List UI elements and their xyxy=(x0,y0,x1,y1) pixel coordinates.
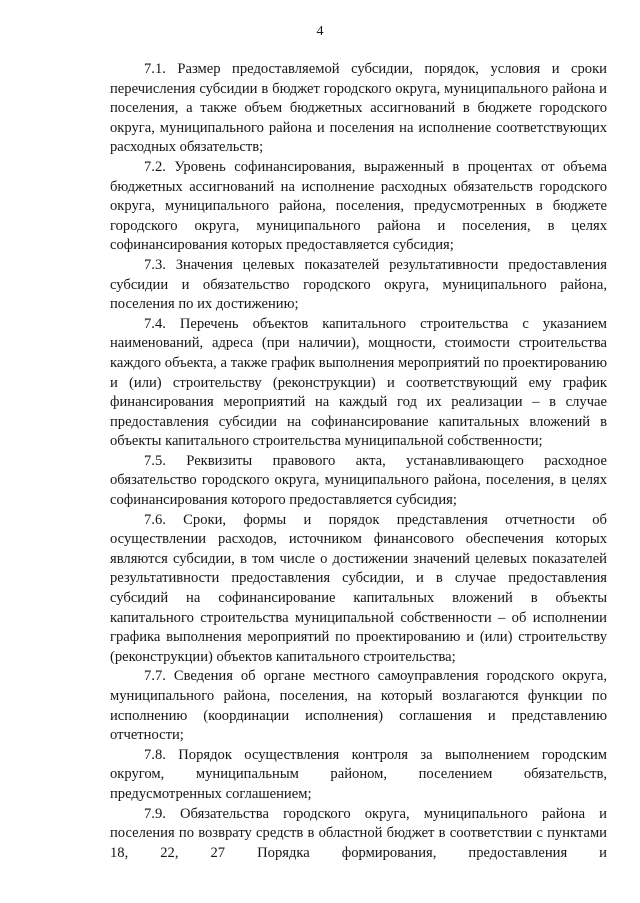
paragraph-7-9: 7.9. Обязательства городского округа, муниципального района и поселения по возврату средств в областной бюджет в соответствии с пунктами 18, 22, 27 Порядка формирования, предоставления и xyxy=(110,805,607,861)
page-number: 4 xyxy=(316,24,324,39)
document-body xyxy=(110,60,607,863)
paragraph-7-6: 7.6. Сроки, формы и порядок представления отчетности об осуществлении расходов, источником финансового обеспечения которых являются субсидии, в том числе о достижении значений целевых показателей результативности предоставления субсидии, и в случае предоставления субсидий на софинансирование капитальных вложений в объекты капитального строительства муниципальной собственности – об исполнении графика выполнения мероприятий по проектированию и (или) строительству (реконструкции) объектов капитального строительства; xyxy=(110,511,607,665)
paragraph-7-8: 7.8. Порядок осуществления контроля за выполнением городским округом, муниципальным районом, поселением обязательств, предусмотренных соглашением; xyxy=(110,746,607,802)
paragraph-7-7: 7.7. Сведения об органе местного самоуправления городского округа, муниципального района, поселения, на который возлагаются функции по исполнению (координации исполнения) соглашения и представлению отчетности; xyxy=(110,668,607,744)
paragraph-7-4: 7.4. Перечень объектов капитального строительства с указанием наименований, адреса (при наличии), мощности, стоимости строительства каждого объекта, а также график выполнения мероприятий по проектированию и (или) строительству (реконструкции) и соответствующий ему график финансирования мероприятий на каждый год их реализации – в случае предоставления субсидии на софинансирование капитальных вложений в объекты капитального строительства муниципальной собственности; xyxy=(110,315,607,450)
paragraph-7-5: 7.5. Реквизиты правового акта, устанавливающего расходное обязательство городского округа, муниципального района, поселения, в целях софинансирования которого предоставляется субсидия; xyxy=(110,452,607,509)
paragraph-7-1: 7.1. Размер предоставляемой субсидии, порядок, условия и сроки перечисления субсидии в бюджет городского округа, муниципального района и поселения, а также объем бюджетных ассигнований в бюджете городского округа, муниципального района и поселения на исполнение соответствующих расходных обязательств; xyxy=(110,61,607,156)
paragraph-7-3: 7.3. Значения целевых показателей результативности предоставления субсидии и обязательство городского округа, муниципального района, поселения по их достижению; xyxy=(110,256,607,313)
paragraph-7-2: 7.2. Уровень софинансирования, выраженный в процентах от объема бюджетных ассигнований на исполнение расходных обязательств городского округа, муниципального района, поселения, предусмотренных в бюджете городского округа, муниципального района и поселения, в целях софинансирования которых предоставляется субсидия; xyxy=(110,158,607,254)
